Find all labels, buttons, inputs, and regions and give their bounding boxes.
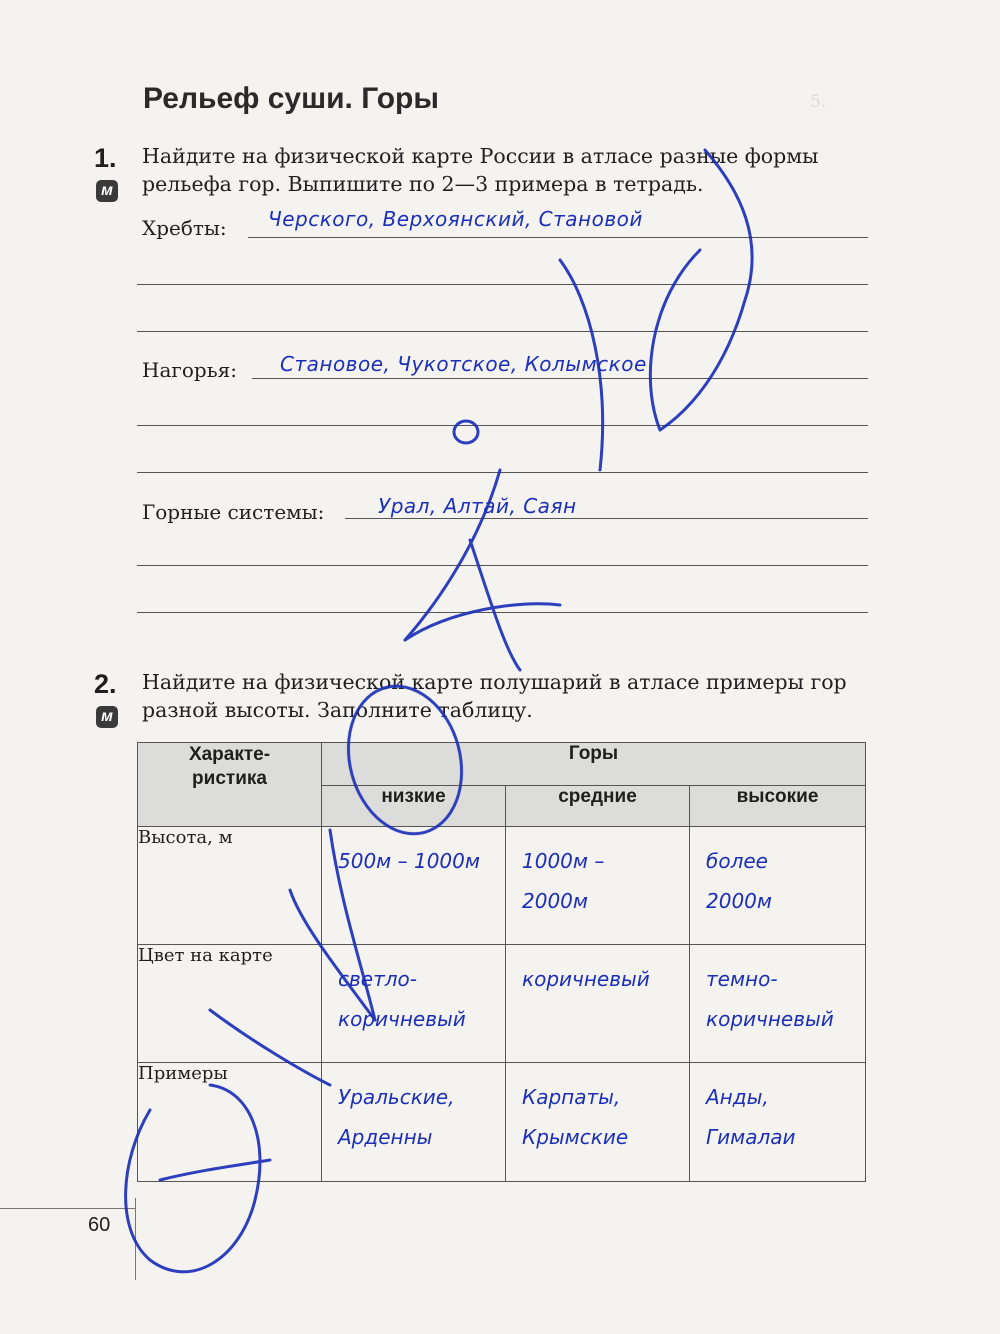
task-1-text: Найдите на физической карте России в атласе разные формы рельефа гор. Выпишите по 2—3 примера в тетрадь. bbox=[142, 144, 819, 196]
table-cell: более 2000м bbox=[706, 849, 772, 913]
bleed-through-text: 5. bbox=[810, 92, 827, 112]
column-header-high: высокие bbox=[690, 786, 866, 827]
row-label-map-color: Цвет на карте bbox=[138, 945, 322, 1063]
mountains-table bbox=[137, 742, 866, 1182]
characteristic-header: Характе- ристика bbox=[138, 743, 322, 827]
highlands-answer: Становое, Чукотское, Колымское bbox=[280, 352, 647, 376]
answer-line bbox=[345, 518, 868, 519]
margin-rule bbox=[135, 1198, 136, 1280]
mountain-systems-answer: Урал, Алтай, Саян bbox=[378, 494, 577, 518]
table-cell: коричневый bbox=[522, 967, 650, 991]
table-cell: светло- коричневый bbox=[338, 967, 466, 1031]
row-label-height: Высота, м bbox=[138, 827, 322, 945]
mountain-systems-label: Горные системы: bbox=[142, 500, 325, 524]
table-row bbox=[138, 1063, 866, 1182]
answer-line bbox=[252, 378, 868, 379]
column-header-low: низкие bbox=[322, 786, 506, 827]
scribble-stroke bbox=[650, 250, 700, 430]
page-number: 60 bbox=[88, 1214, 111, 1236]
ridges-label: Хребты: bbox=[142, 216, 227, 240]
answer-line bbox=[137, 472, 868, 473]
table-cell: темно- коричневый bbox=[706, 967, 834, 1031]
highlands-label: Нагорья: bbox=[142, 358, 237, 382]
mountains-group-header: Горы bbox=[322, 743, 866, 786]
table-row bbox=[138, 945, 866, 1063]
method-badge-icon: м bbox=[96, 180, 118, 202]
task-1-number: 1. bbox=[94, 143, 117, 173]
answer-line bbox=[137, 331, 868, 332]
answer-line bbox=[137, 284, 868, 285]
scribble-stroke bbox=[470, 540, 520, 670]
table-cell: Анды, Гималаи bbox=[706, 1085, 796, 1149]
page-title: Рельеф суши. Горы bbox=[143, 82, 439, 115]
table-cell: 500м – 1000м bbox=[338, 849, 480, 873]
table-row bbox=[138, 827, 866, 945]
answer-line bbox=[248, 237, 868, 238]
table-cell: 1000м – 2000м bbox=[522, 849, 605, 913]
ridges-answer: Черского, Верхоянский, Становой bbox=[268, 207, 643, 231]
answer-line bbox=[137, 565, 868, 566]
answer-line bbox=[137, 612, 868, 613]
table-cell: Уральские, Арденны bbox=[338, 1085, 455, 1149]
scribble-stroke bbox=[405, 604, 560, 640]
task-2-text: Найдите на физической карте полушарий в атласе примеры гор разной высоты. Заполните таблицу. bbox=[142, 670, 847, 722]
footer-rule bbox=[0, 1208, 135, 1209]
table-cell: Карпаты, Крымские bbox=[522, 1085, 629, 1149]
answer-line bbox=[137, 425, 868, 426]
row-label-examples: Примеры bbox=[138, 1063, 322, 1182]
column-header-medium: средние bbox=[506, 786, 690, 827]
method-badge-icon: м bbox=[96, 706, 118, 728]
task-2-number: 2. bbox=[94, 669, 117, 699]
